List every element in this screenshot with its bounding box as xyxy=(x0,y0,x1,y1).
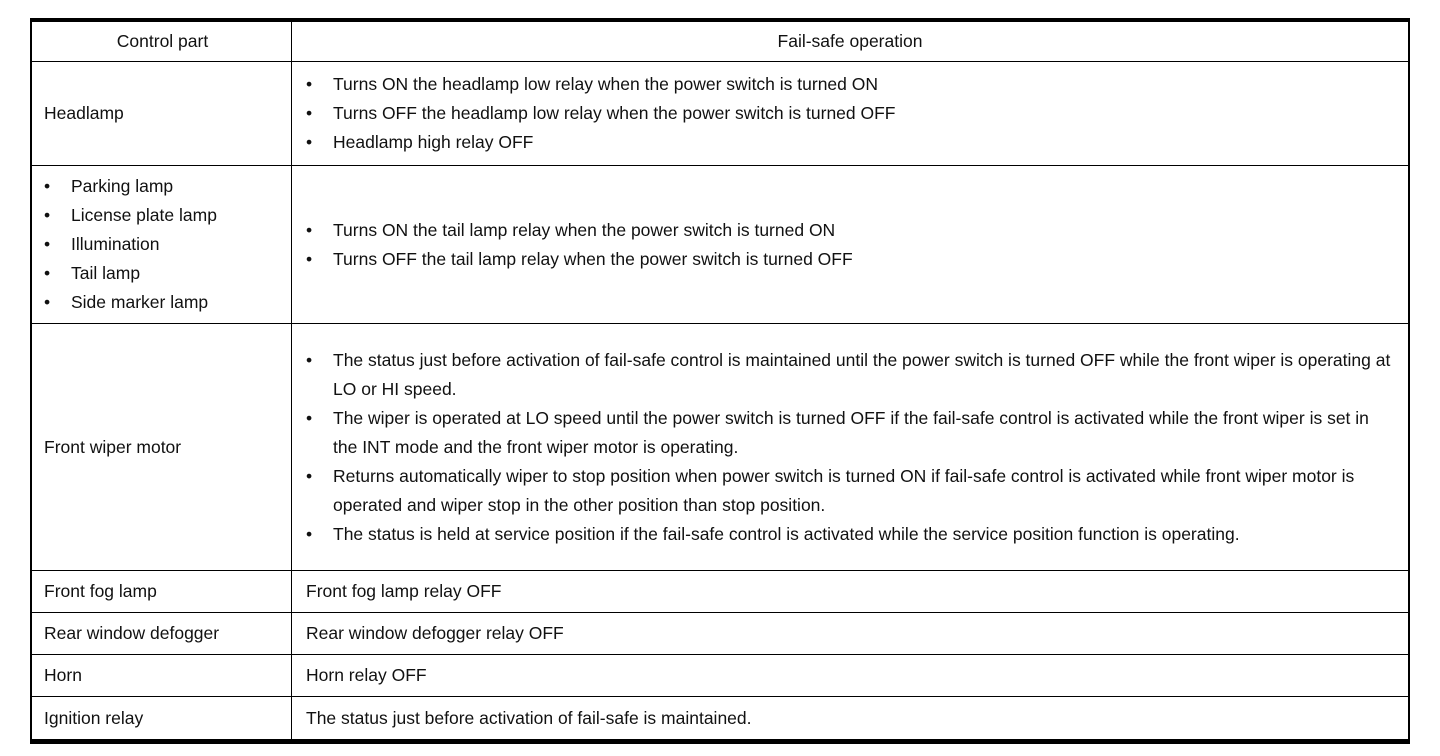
bullet-item xyxy=(306,70,1394,99)
bullet-icon: • xyxy=(306,74,313,94)
bullet-icon: • xyxy=(306,465,313,486)
bullet-icon: • xyxy=(306,248,313,269)
bullet-icon: • xyxy=(306,103,313,123)
control-part-cell xyxy=(32,655,292,696)
table-row xyxy=(32,62,1408,166)
table-row xyxy=(32,697,1408,739)
bullet-item xyxy=(44,259,281,288)
cell-text: Rear window defogger xyxy=(44,623,220,643)
table-row xyxy=(32,655,1408,697)
fail-safe-table xyxy=(30,18,1410,744)
bullet-text: The status just before activation of fail-safe control is maintained until the power switch is turned OFF while the front wiper is operating at LO or HI speed. xyxy=(333,349,1391,399)
fail-safe-operation-cell xyxy=(292,166,1408,323)
bullet-text: The wiper is operated at LO speed until the power switch is turned OFF if the fail-safe control is activated while the front wiper is set in the INT mode and the front wiper motor is operating. xyxy=(333,407,1369,457)
bullet-icon: • xyxy=(44,176,51,196)
bullet-text: Turns OFF the tail lamp relay when the power switch is turned OFF xyxy=(333,248,853,269)
bullet-item xyxy=(306,520,1394,549)
bullet-item xyxy=(306,99,1394,128)
bullet-icon: • xyxy=(306,407,313,428)
bullet-text: License plate lamp xyxy=(71,205,217,225)
bullet-text: Turns ON the headlamp low relay when the power switch is turned ON xyxy=(333,74,879,94)
table-body xyxy=(32,62,1408,739)
control-part-cell xyxy=(32,324,292,570)
cell-text: Front wiper motor xyxy=(44,436,182,457)
cell-text: Front fog lamp xyxy=(44,581,157,601)
cell-text: Headlamp xyxy=(44,103,124,123)
bullet-item xyxy=(44,288,281,317)
bullet-text: Side marker lamp xyxy=(71,292,209,312)
header-control-part: Control part xyxy=(32,22,292,61)
table-header-row xyxy=(32,22,1408,62)
bullet-text: Turns OFF the headlamp low relay when the power switch is turned OFF xyxy=(333,103,896,123)
bullet-item xyxy=(44,230,281,259)
table-row xyxy=(32,571,1408,613)
fail-safe-operation-cell xyxy=(292,571,1408,612)
fail-safe-operation-cell xyxy=(292,324,1408,570)
bullet-icon: • xyxy=(44,234,51,254)
bullet-item xyxy=(306,245,1394,274)
bullet-text: Illumination xyxy=(71,234,160,254)
table-row xyxy=(32,613,1408,655)
bullet-item xyxy=(306,462,1394,520)
control-part-cell xyxy=(32,571,292,612)
bullet-text: Turns ON the tail lamp relay when the power switch is turned ON xyxy=(333,219,836,240)
bullet-icon: • xyxy=(306,132,313,152)
bullet-icon: • xyxy=(306,219,313,240)
table-row xyxy=(32,324,1408,571)
bullet-item xyxy=(44,201,281,230)
bullet-text: The status is held at service position if the fail-safe control is activated while the service position function is operating. xyxy=(333,523,1240,544)
bullet-text: Tail lamp xyxy=(71,263,141,283)
bullet-icon: • xyxy=(44,263,51,283)
bullet-text: Parking lamp xyxy=(71,176,174,196)
cell-text: Horn xyxy=(44,665,82,685)
bullet-item xyxy=(306,128,1394,157)
bullet-text: Headlamp high relay OFF xyxy=(333,132,534,152)
fail-safe-operation-cell xyxy=(292,655,1408,696)
fail-safe-operation-cell xyxy=(292,62,1408,165)
bullet-item xyxy=(306,216,1394,245)
cell-text: Ignition relay xyxy=(44,707,144,728)
bullet-item xyxy=(44,172,281,201)
control-part-cell xyxy=(32,613,292,654)
bullet-item xyxy=(306,404,1394,462)
bullet-icon: • xyxy=(44,292,51,312)
fail-safe-operation-cell xyxy=(292,697,1408,739)
cell-text: Horn relay OFF xyxy=(306,665,427,685)
fail-safe-operation-cell xyxy=(292,613,1408,654)
table-row xyxy=(32,166,1408,324)
control-part-cell xyxy=(32,697,292,739)
cell-text: Rear window defogger relay OFF xyxy=(306,623,564,643)
bullet-item xyxy=(306,346,1394,404)
bullet-icon: • xyxy=(44,205,51,225)
cell-text: The status just before activation of fail-safe is maintained. xyxy=(306,707,752,728)
bullet-text: Returns automatically wiper to stop position when power switch is turned ON if fail-safe control is activated while front wiper motor is operated and wiper stop in the other position than stop position. xyxy=(333,465,1355,515)
bullet-icon: • xyxy=(306,349,313,370)
bullet-icon: • xyxy=(306,523,313,544)
header-fail-safe-operation: Fail-safe operation xyxy=(777,31,923,51)
control-part-cell xyxy=(32,166,292,323)
cell-text: Front fog lamp relay OFF xyxy=(306,581,502,601)
control-part-cell xyxy=(32,62,292,165)
